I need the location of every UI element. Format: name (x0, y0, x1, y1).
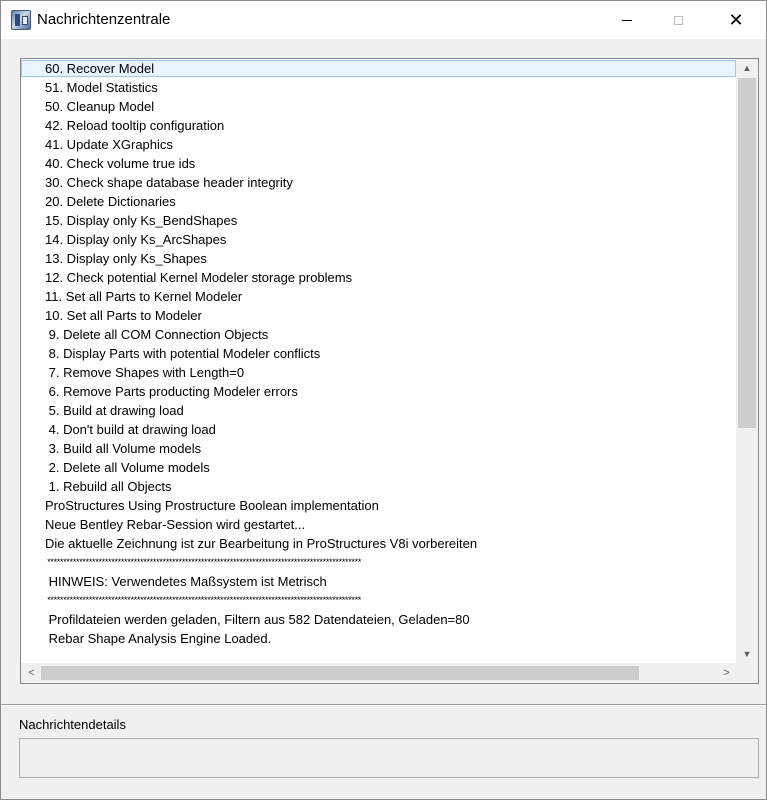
list-item[interactable]: 7. Remove Shapes with Length=0 (45, 365, 245, 380)
list-item[interactable]: 51. Model Statistics (45, 80, 158, 95)
horizontal-scrollbar[interactable] (21, 663, 736, 683)
message-list[interactable] (20, 58, 759, 684)
list-item[interactable]: Rebar Shape Analysis Engine Loaded. (45, 631, 272, 646)
maximize-button (655, 1, 701, 39)
list-item[interactable]: Die aktuelle Zeichnung ist zur Bearbeitung in ProStructures V8i vorbereiten (45, 536, 478, 551)
list-item[interactable]: 10. Set all Parts to Modeler (45, 308, 202, 323)
list-item[interactable]: Profildateien werden geladen, Filtern aus 582 Datendateien, Geladen=80 (45, 612, 470, 627)
list-item[interactable]: 13. Display only Ks_Shapes (45, 251, 207, 266)
list-item[interactable]: Neue Bentley Rebar-Session wird gestartet... (45, 517, 306, 532)
vertical-scroll-thumb[interactable] (738, 78, 756, 428)
list-item[interactable]: ProStructures Using Prostructure Boolean implementation (45, 498, 379, 513)
list-item[interactable]: 9. Delete all COM Connection Objects (45, 327, 269, 342)
close-button[interactable] (713, 1, 759, 39)
splitter-highlight (1, 705, 766, 706)
list-item[interactable]: 3. Build all Volume models (45, 441, 202, 456)
vertical-scrollbar[interactable] (736, 59, 758, 663)
list-item[interactable]: HINWEIS: Verwendetes Maßsystem ist Metrisch (45, 574, 327, 589)
maximize-icon (674, 16, 683, 25)
scroll-right-icon[interactable]: > (723, 667, 730, 679)
scroll-up-icon[interactable]: ▲ (742, 62, 752, 73)
list-item[interactable]: 30. Check shape database header integrity (45, 175, 293, 190)
list-item[interactable]: 50. Cleanup Model (45, 99, 155, 114)
window-title: Nachrichtenzentrale (37, 11, 171, 28)
message-list-content (21, 59, 736, 663)
list-item[interactable]: 12. Check potential Kernel Modeler storage problems (45, 270, 353, 285)
app-icon (11, 10, 31, 30)
list-item[interactable]: 6. Remove Parts producting Modeler errors (45, 384, 298, 399)
horizontal-scroll-thumb[interactable] (41, 666, 639, 680)
scrollbar-corner (736, 663, 758, 683)
list-item[interactable]: 20. Delete Dictionaries (45, 194, 176, 209)
details-label: Nachrichtendetails (19, 717, 126, 732)
list-item[interactable]: 41. Update XGraphics (45, 137, 173, 152)
scroll-left-icon[interactable]: < (28, 667, 35, 679)
list-item[interactable]: 15. Display only Ks_BendShapes (45, 213, 238, 228)
list-item[interactable]: 42. Reload tooltip configuration (45, 118, 225, 133)
separator-line[interactable]: ************************************************************************************************** (45, 557, 362, 567)
list-item[interactable]: 60. Recover Model (21, 60, 736, 77)
list-item[interactable]: 40. Check volume true ids (45, 156, 196, 171)
minimize-button[interactable] (604, 1, 650, 39)
minimize-icon (622, 20, 632, 21)
list-item[interactable]: 2. Delete all Volume models (45, 460, 210, 475)
list-item[interactable]: 14. Display only Ks_ArcShapes (45, 232, 227, 247)
list-item[interactable]: 1. Rebuild all Objects (45, 479, 172, 494)
list-item[interactable]: 4. Don't build at drawing load (45, 422, 216, 437)
list-item[interactable]: 5. Build at drawing load (45, 403, 184, 418)
title-bar[interactable] (1, 1, 766, 39)
close-icon: ✕ (728, 9, 744, 31)
list-item[interactable]: 11. Set all Parts to Kernel Modeler (45, 289, 243, 304)
list-item[interactable]: 8. Display Parts with potential Modeler conflicts (45, 346, 321, 361)
details-field[interactable] (19, 738, 759, 778)
separator-line[interactable]: ************************************************************************************************** (45, 595, 362, 605)
scroll-down-icon[interactable]: ▼ (742, 648, 752, 659)
